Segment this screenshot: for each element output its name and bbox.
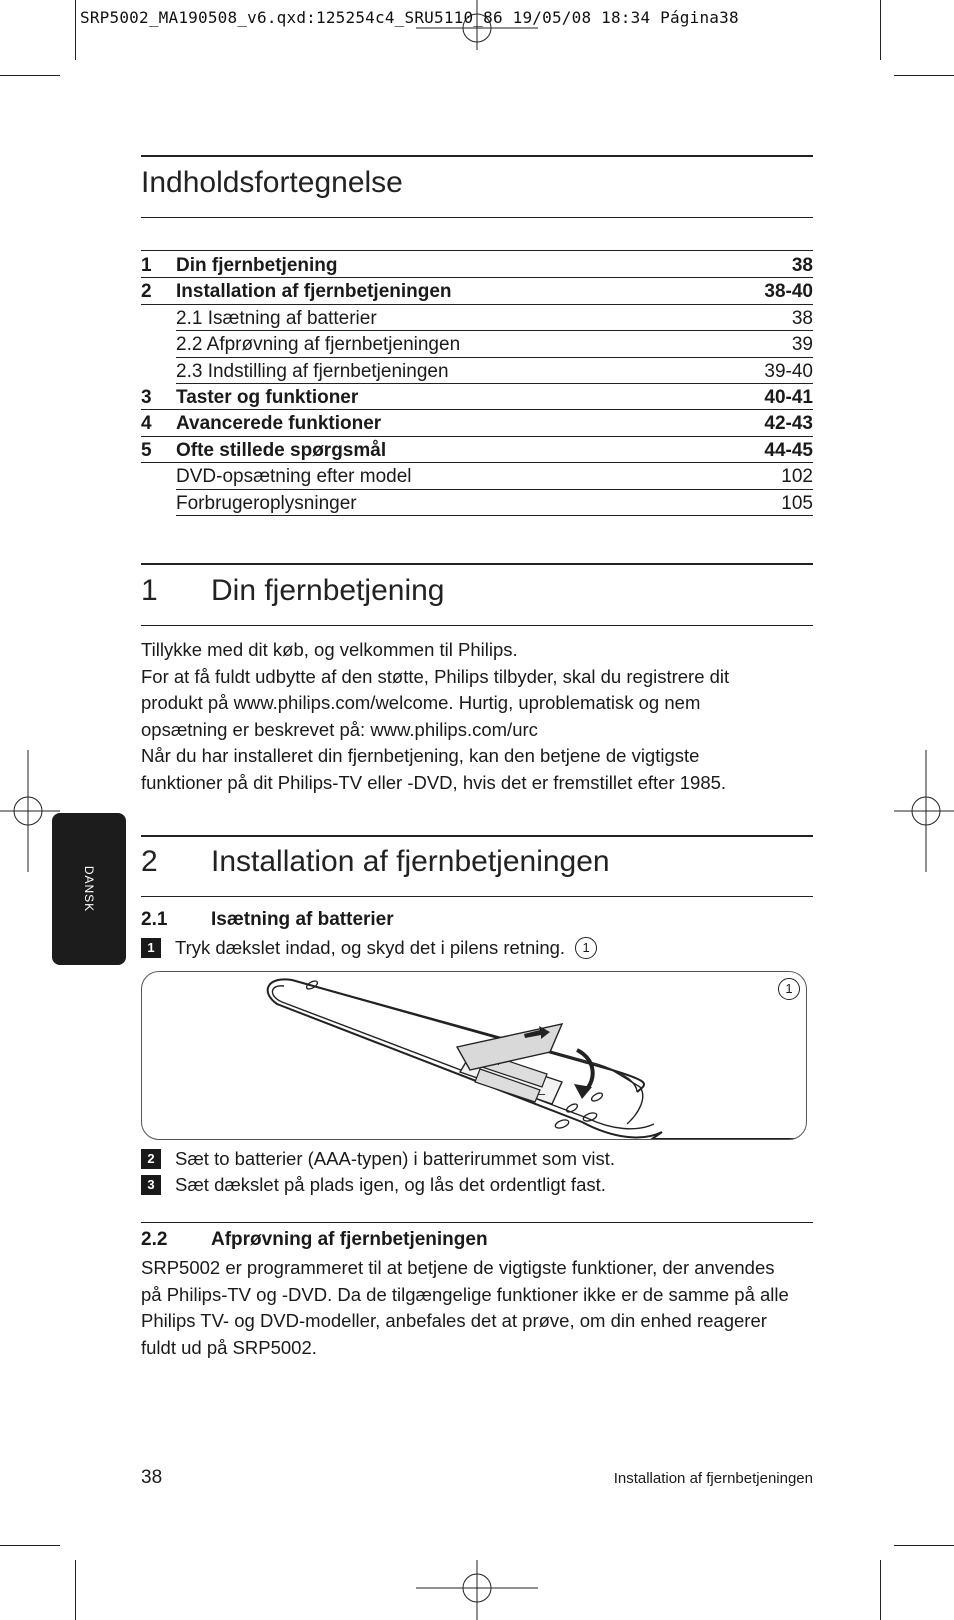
text-line: Tillykke med dit køb, og velkommen til Philips. [141,639,518,660]
toc-row-label: Ofte stillede spørgsmål [176,439,387,461]
language-tab [52,813,126,965]
text-line: funktioner på dit Philips-TV eller -DVD, hvis det er fremstillet efter 1985. [141,771,727,793]
subsection-2-1-number: 2.1 [141,909,168,930]
text-line: fuldt ud på SRP5002. [141,1336,317,1358]
toc-row-label: DVD-opsætning efter model [176,466,412,488]
language-tab-label: DANSK [82,865,96,913]
crop-mark [894,75,954,76]
toc-row [141,252,813,278]
text-line: For at få fuldt udbytte af den støtte, Philips tilbyder, skal du registrere dit [141,665,730,687]
subsection-2-2-rule [141,1222,813,1223]
toc-row [141,410,813,436]
text-line: Philips TV- og DVD-modeller, anbefales det at prøve, om din enhed reagerer [141,1310,767,1332]
toc-row-page: 38 [791,255,813,276]
toc-row-label: Avancerede funktioner [176,413,382,435]
page-number: 38 [141,1467,163,1488]
step-3 [141,1174,606,1196]
section1-title: Din fjernbetjening [211,574,445,607]
text-line: SRP5002 er programmeret til at betjene de vigtigste funktioner, der anvendes [141,1257,775,1278]
toc-row [141,463,813,489]
registration-mark-right [894,750,954,872]
toc-row-page: 38 [791,307,813,329]
crop-mark [0,1545,60,1546]
toc-row-label: 2.2 Afprøvning af fjernbetjeningen [176,334,461,356]
text-line: opsætning er beskrevet på: www.philips.com/urc [141,718,538,740]
remote-control-illustration [142,972,806,1139]
section2-top-rule [141,835,813,837]
toc-row-page: 102 [781,466,813,488]
toc-table-top-rule [141,250,813,251]
step-number-badge: 1 [141,938,161,958]
section1-top-rule [141,563,813,565]
section2-number: 2 [141,845,158,878]
toc-row-page: 38-40 [764,281,813,303]
subsection-2-1-title: Isætning af batterier [211,909,394,930]
step-1 [141,937,597,959]
registration-mark-left [0,750,60,872]
figure-number-badge: 1 [778,978,800,1000]
text-line: Når du har installeret din fjernbetjening, kan den betjene de vigtigste [141,745,700,767]
text-line: på Philips-TV og -DVD. Da de tilgængelige funktioner ikke er de samme på alle [141,1283,789,1305]
toc-row [141,331,813,357]
toc-top-rule [141,155,813,157]
toc-title: Indholdsfortegnelse [141,166,403,199]
toc-row [141,278,813,304]
toc-row-label: 2.3 Indstilling af fjernbetjeningen [176,360,449,382]
step-2-text: Sæt to batterier (AAA-typen) i batterirummet som vist. [175,1148,616,1169]
toc-row-label: Din fjernbetjening [176,255,338,276]
toc-row [141,384,813,410]
section2-title-rule [141,896,813,897]
step-2 [141,1148,615,1170]
subsection-2-2-heading [141,1229,488,1251]
section1-body [141,637,821,797]
subsection-2-2-body [141,1255,821,1361]
text-line: produkt på www.philips.com/welcome. Hurtig, uproblematisk og nem [141,692,701,714]
toc-row [141,305,813,331]
toc-row-page: 39-40 [764,360,813,382]
toc-row [141,490,813,516]
toc-title-rule [141,217,813,218]
toc-row-number: 3 [141,386,152,408]
crop-mark [75,0,76,60]
figure-reference-badge: 1 [575,937,597,959]
toc-row-number: 4 [141,413,152,435]
toc-row-rule [176,515,813,516]
toc-table [141,252,813,516]
step-1-text: Tryk dækslet indad, og skyd det i pilens retning. [175,937,566,958]
toc-row-number: 5 [141,439,152,461]
subsection-2-2-number: 2.2 [141,1229,168,1250]
toc-row [141,437,813,463]
section1-title-rule [141,625,813,626]
section2-title: Installation af fjernbetjeningen [211,845,610,878]
toc-row-page: 44-45 [764,439,813,461]
crop-mark [880,1560,881,1620]
toc-row-page: 42-43 [764,413,813,435]
toc-row-page: 105 [781,492,813,514]
toc-row-label: Forbrugeroplysninger [176,492,357,514]
toc-row-label: Taster og funktioner [176,386,359,408]
toc-row-number: 1 [141,255,152,276]
registration-mark-bottom [416,1560,538,1620]
toc-row-number: 2 [141,281,152,303]
step-number-badge: 2 [141,1149,161,1169]
toc-row-label: 2.1 Isætning af batterier [176,307,377,329]
toc-row-label: Installation af fjernbetjeningen [176,281,452,303]
print-slug: SRP5002_MA190508_v6.qxd:125254c4_SRU5110_86 19/05/08 18:34 Página38 [80,8,739,27]
crop-mark [894,1545,954,1546]
crop-mark [75,1560,76,1620]
step-number-badge: 3 [141,1175,161,1195]
step-3-text: Sæt dækslet på plads igen, og lås det ordentligt fast. [175,1174,606,1195]
subsection-2-2-title: Afprøvning af fjernbetjeningen [211,1229,488,1250]
toc-row-page: 39 [791,334,813,356]
toc-row [141,358,813,384]
toc-row-page: 40-41 [764,386,813,408]
battery-illustration [141,971,807,1140]
svg-text:−: − [537,1088,547,1101]
crop-mark [0,75,60,76]
running-title: Installation af fjernbetjeningen [613,1470,813,1487]
section1-number: 1 [141,574,158,607]
subsection-2-1-heading [141,909,394,931]
